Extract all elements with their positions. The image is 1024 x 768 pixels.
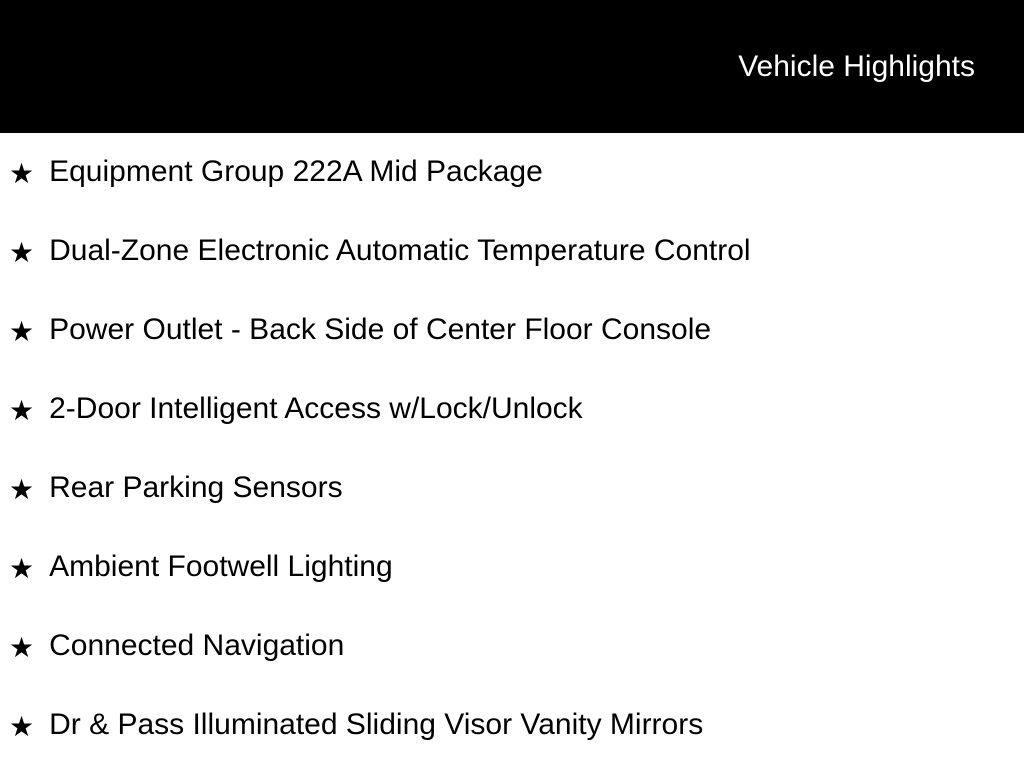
star-icon: ★	[9, 709, 35, 743]
star-icon: ★	[9, 393, 35, 427]
list-item-label: Ambient Footwell Lighting	[49, 550, 393, 584]
list-item-label: Dr & Pass Illuminated Sliding Visor Vanity Mirrors	[49, 708, 704, 742]
highlights-list	[0, 133, 1024, 765]
list-item	[0, 133, 1024, 212]
list-item	[0, 370, 1024, 449]
list-item	[0, 528, 1024, 607]
list-item	[0, 686, 1024, 765]
star-icon: ★	[9, 156, 35, 190]
list-item-label: Connected Navigation	[49, 629, 345, 663]
star-icon: ★	[9, 314, 35, 348]
list-item	[0, 449, 1024, 528]
list-item-label: Equipment Group 222A Mid Package	[49, 155, 543, 189]
list-item-label: 2-Door Intelligent Access w/Lock/Unlock	[49, 392, 583, 426]
star-icon: ★	[9, 630, 35, 664]
page-title: Vehicle Highlights	[738, 49, 975, 83]
header-bar	[0, 0, 1024, 133]
list-item	[0, 607, 1024, 686]
star-icon: ★	[9, 235, 35, 269]
star-icon: ★	[9, 551, 35, 585]
list-item	[0, 291, 1024, 370]
list-item-label: Dual-Zone Electronic Automatic Temperature Control	[49, 234, 751, 268]
list-item-label: Power Outlet - Back Side of Center Floor Console	[49, 313, 712, 347]
list-item-label: Rear Parking Sensors	[49, 471, 343, 505]
list-item	[0, 212, 1024, 291]
star-icon: ★	[9, 472, 35, 506]
